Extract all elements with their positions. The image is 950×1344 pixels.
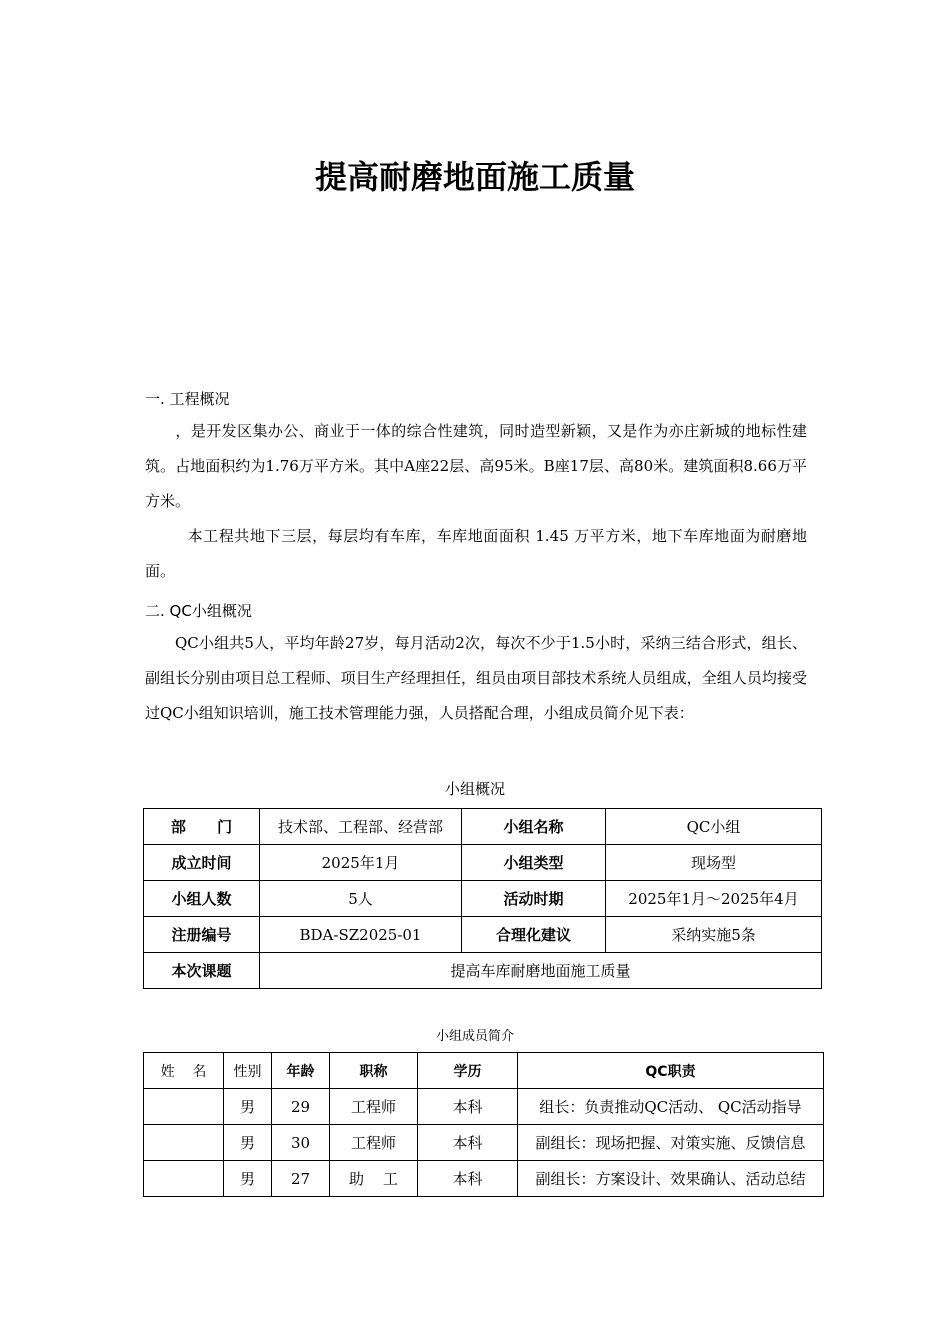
table-cell xyxy=(144,1161,224,1197)
table-cell: 本科 xyxy=(418,1125,518,1161)
table-cell: 活动时期 xyxy=(462,881,606,917)
group-overview-table xyxy=(143,808,822,989)
table-cell: 2025年1月～2025年4月 xyxy=(606,881,822,917)
qc-group-paragraph xyxy=(145,626,807,731)
table-row xyxy=(144,1089,824,1125)
table-cell: 工程师 xyxy=(330,1089,418,1125)
table-cell: 29 xyxy=(272,1089,330,1125)
table-header-cell: QC职责 xyxy=(518,1053,824,1089)
table1-caption: 小组概况 xyxy=(444,780,505,798)
overview-paragraph-1 xyxy=(145,414,807,519)
table-row xyxy=(144,809,822,845)
section-heading-overview: 一. 工程概况 xyxy=(145,390,230,408)
table-row xyxy=(144,1125,824,1161)
table-cell: 小组类型 xyxy=(462,845,606,881)
table-row xyxy=(144,953,822,989)
table-cell: 27 xyxy=(272,1161,330,1197)
table-cell: 2025年1月 xyxy=(260,845,462,881)
table-cell: 30 xyxy=(272,1125,330,1161)
table-cell: 副组长：方案设计、效果确认、活动总结 xyxy=(518,1161,824,1197)
table-cell: 提高车库耐磨地面施工质量 xyxy=(260,953,822,989)
table-cell: 工程师 xyxy=(330,1125,418,1161)
table-cell: 小组人数 xyxy=(144,881,260,917)
table-cell: 5人 xyxy=(260,881,462,917)
overview-paragraph-2 xyxy=(145,519,807,589)
table-cell: 本次课题 xyxy=(144,953,260,989)
section-heading-qc-group: 二. QC小组概况 xyxy=(145,602,252,620)
table-cell: BDA-SZ2025-01 xyxy=(260,917,462,953)
table-row xyxy=(144,845,822,881)
overview-paragraph-1-text: ，是开发区集办公、商业于一体的综合性建筑，同时造型新颖，又是作为亦庄新城的地标性建筑。占地面积约为1.76万平方米。其中A座22层、高95米。B座17层、高80米。建筑面积8.66万平方米。 xyxy=(145,422,807,510)
qc-group-paragraph-text: QC小组共5人，平均年龄27岁，每月活动2次，每次不少于1.5小时，采纳三结合形式，组长、副组长分别由项目总工程师、项目生产经理担任，组员由项目部技术系统人员组成，全组人员均接受过QC小组知识培训，施工技术管理能力强，人员搭配合理，小组成员简介见下表： xyxy=(145,634,807,722)
table-header-cell: 职称 xyxy=(330,1053,418,1089)
table2-caption: 小组成员简介 xyxy=(435,1029,514,1044)
table-cell: 男 xyxy=(224,1125,272,1161)
table-header-cell: 学历 xyxy=(418,1053,518,1089)
table-cell: 成立时间 xyxy=(144,845,260,881)
table-cell: 技术部、工程部、经营部 xyxy=(260,809,462,845)
table-cell: 副组长：现场把握、对策实施、反馈信息 xyxy=(518,1125,824,1161)
table-cell: QC小组 xyxy=(606,809,822,845)
table-cell: 本科 xyxy=(418,1161,518,1197)
table-row xyxy=(144,1161,824,1197)
table-cell: 部 门 xyxy=(144,809,260,845)
group-members-table xyxy=(143,1052,824,1197)
table-cell xyxy=(144,1089,224,1125)
table-row xyxy=(144,881,822,917)
table-cell: 合理化建议 xyxy=(462,917,606,953)
overview-paragraph-2-text: 本工程共地下三层，每层均有车库，车库地面面积 1.45 万平方米，地下车库地面为耐磨地面。 xyxy=(145,527,807,580)
table-cell: 组长：负责推动QC活动、 QC活动指导 xyxy=(518,1089,824,1125)
table-cell: 男 xyxy=(224,1161,272,1197)
table-header-cell: 年龄 xyxy=(272,1053,330,1089)
table-cell: 采纳实施5条 xyxy=(606,917,822,953)
table-cell: 现场型 xyxy=(606,845,822,881)
table-header-cell: 姓 名 xyxy=(144,1053,224,1089)
document-title: 提高耐磨地面施工质量 xyxy=(314,158,635,196)
table-header-row xyxy=(144,1053,824,1089)
table-header-cell: 性别 xyxy=(224,1053,272,1089)
table-cell: 小组名称 xyxy=(462,809,606,845)
table-cell: 男 xyxy=(224,1089,272,1125)
table-row xyxy=(144,917,822,953)
table-cell: 助 工 xyxy=(330,1161,418,1197)
table-cell: 注册编号 xyxy=(144,917,260,953)
table-cell xyxy=(144,1125,224,1161)
table-cell: 本科 xyxy=(418,1089,518,1125)
